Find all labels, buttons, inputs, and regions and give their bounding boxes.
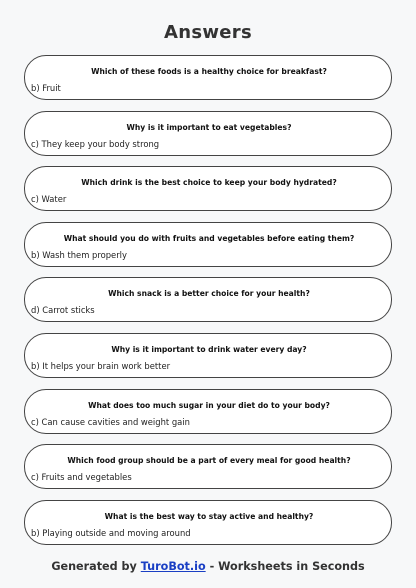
answer-text: b) Wash them properly [31, 249, 127, 260]
answer-text: c) Fruits and vegetables [31, 472, 132, 483]
answer-text: c) Can cause cavities and weight gain [31, 416, 190, 427]
page-title: Answers [164, 22, 252, 43]
footer [0, 560, 416, 573]
footer-prefix: Generated by [51, 560, 137, 573]
question-text: Why is it important to drink water every day? [111, 344, 307, 354]
answer-text: c) Water [31, 194, 67, 205]
answer-card-8 [24, 444, 392, 489]
answer-card-6 [24, 333, 392, 378]
answer-card-7 [24, 389, 392, 434]
question-text: Which snack is a better choice for your health? [108, 289, 310, 299]
question-text: Which drink is the best choice to keep your body hydrated? [81, 178, 337, 188]
answer-text: b) It helps your brain work better [31, 360, 171, 371]
answer-text: b) Fruit [31, 83, 61, 93]
question-text: What is the best way to stay active and healthy? [104, 511, 314, 521]
answer-text: b) Playing outside and moving around [31, 527, 191, 538]
answer-card-1 [24, 55, 392, 100]
question-text: What should you do with fruits and vegetables before eating them? [63, 233, 355, 243]
question-text: Which of these foods is a healthy choice for breakfast? [91, 67, 327, 76]
question-text: What does too much sugar in your diet do to your body? [88, 400, 330, 410]
answer-text: c) They keep your body strong [31, 138, 160, 149]
question-text: Why is it important to eat vegetables? [126, 122, 292, 132]
answer-card-9 [24, 500, 392, 545]
answer-text: d) Carrot sticks [31, 305, 95, 316]
answer-card-4 [24, 222, 392, 267]
answer-card-3 [24, 166, 392, 211]
turobot-link[interactable]: TuroBot.io [140, 560, 206, 573]
answer-card-2 [24, 111, 392, 156]
answer-list [24, 55, 392, 555]
question-text: Which food group should be a part of every meal for good health? [67, 456, 351, 466]
answer-card-5 [24, 277, 392, 322]
footer-suffix: - Worksheets in Seconds [209, 560, 365, 573]
